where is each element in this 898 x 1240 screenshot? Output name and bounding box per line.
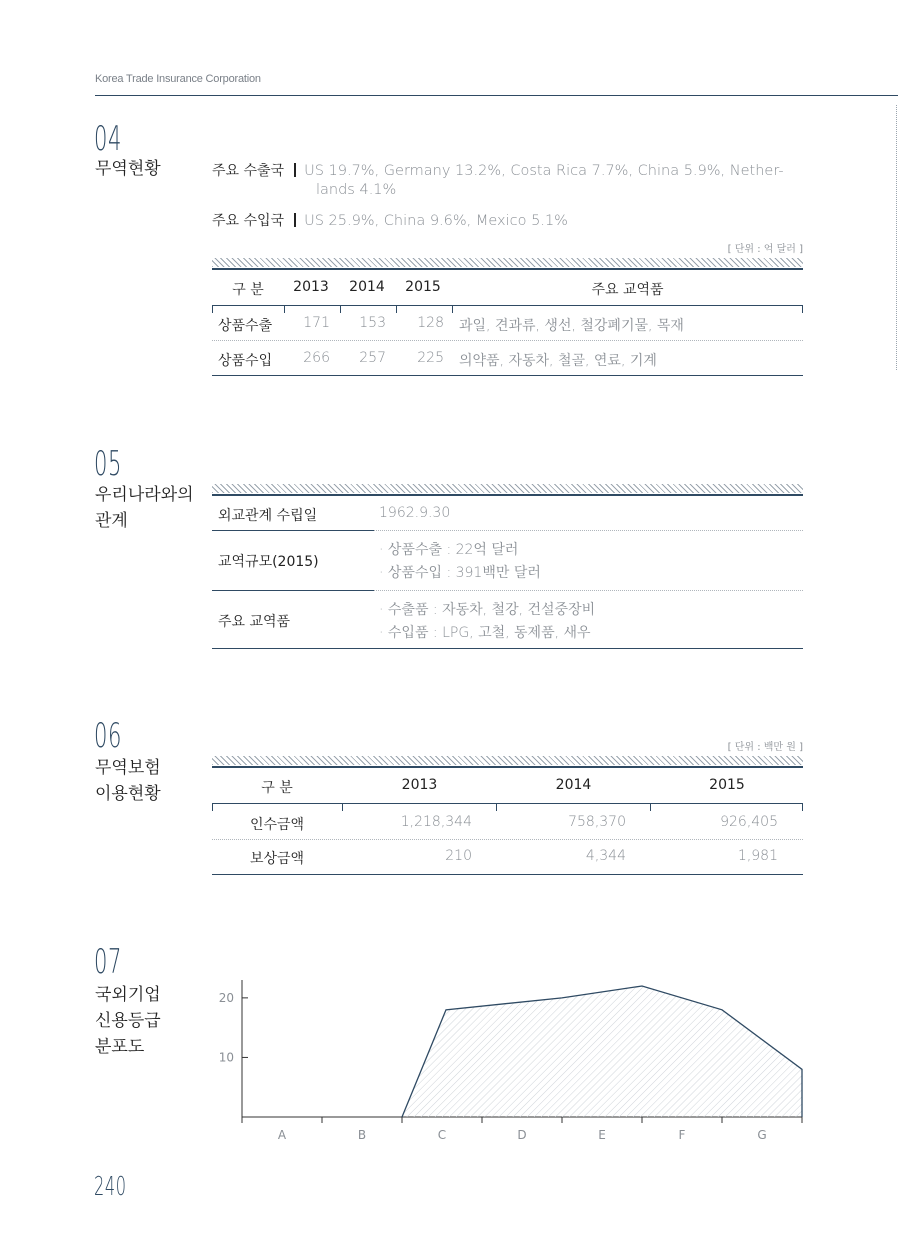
section-07-title-line3: 분포도 [95,1037,145,1057]
export-countries-value: US 19.7%, Germany 13.2%, Costa Rica 7.7%, China 5.9%, Nether- [304,163,784,179]
trade-th-2013: 2013 [293,279,329,295]
col-tick [340,305,341,313]
insurance-row-label: 인수금액 [249,817,305,833]
section-06-title-line1: 무역보험 [95,758,161,778]
section-05-title-line1: 우리나라와의 [95,485,194,505]
row-divider [212,340,803,341]
chart-area-fill [402,986,802,1117]
trade-th-items: 주요 교역품 [591,282,664,298]
header-org: Korea Trade Insurance Corporation [95,73,261,85]
insurance-cell: 758,370 [568,814,626,830]
col-tick [496,803,497,811]
insurance-cell: 210 [445,848,472,864]
s06-unit-label: [ 단위 : 백만 원 ] [727,742,803,753]
col-tick [396,305,397,313]
insurance-header-rule [212,803,803,804]
trade-cell: 171 [303,315,330,331]
section-05-number: 05 [94,444,123,484]
trade-th-2014: 2014 [349,279,385,295]
credit-distribution-chart [200,970,820,1150]
section-05-title-line2: 관계 [95,511,128,531]
insurance-th-2014: 2014 [555,777,592,793]
insurance-th-2013: 2013 [401,777,438,793]
relations-value: · 수입품 : LPG, 고철, 동제품, 새우 [379,625,591,641]
trade-cell-items: 의약품, 자동차, 철골, 연료, 기계 [459,353,657,369]
trade-cell: 225 [417,350,444,366]
insurance-cell: 1,981 [737,848,778,864]
col-tick [802,305,803,313]
trade-bottom-rule [212,375,803,376]
col-tick [650,803,651,811]
row-divider [374,590,803,591]
import-countries-value: US 25.9%, China 9.6%, Mexico 5.1% [304,213,568,229]
trade-th-category: 구 분 [232,282,264,298]
row-divider [374,530,803,531]
chart-x-tick-label: B [357,1128,367,1142]
s04-top-rule [212,268,803,270]
chart-x-tick-label: E [598,1128,606,1142]
side-dotted-rule [896,105,897,370]
import-countries-label: 주요 수입국 [212,213,285,229]
export-countries-row [212,160,784,180]
relations-label: 주요 교역품 [218,614,291,630]
relations-value: · 상품수입 : 391백만 달러 [379,565,541,581]
page-number: 240 [94,1172,127,1202]
insurance-cell: 1,218,344 [400,814,472,830]
section-07-title-line1: 국외기업 [95,985,161,1005]
trade-cell-items: 과일, 견과류, 생선, 철강폐기물, 목재 [459,318,684,334]
separator-bar [294,213,296,227]
relations-value: · 상품수출 : 22억 달러 [379,542,519,558]
section-07-number: 07 [94,942,123,982]
chart-x-tick-label: C [437,1128,447,1142]
chart-x-tick-label: D [517,1128,527,1142]
relations-label: 교역규모(2015) [218,554,319,570]
export-countries-label: 주요 수출국 [212,163,285,179]
row-divider [212,839,803,840]
insurance-th-2015: 2015 [709,777,745,793]
col-tick [342,803,343,811]
trade-header-rule [212,305,803,306]
section-07-title-line2: 신용등급 [95,1011,161,1031]
insurance-th-category: 구 분 [261,780,293,796]
chart-x-tick-label: G [757,1128,767,1142]
relations-bottom-rule [212,648,803,649]
trade-cell: 128 [417,315,444,331]
col-tick [212,305,213,313]
relations-value: · 수출품 : 자동차, 철강, 건설중장비 [379,602,596,618]
col-tick [802,803,803,811]
s04-hatch-band [212,258,803,267]
section-06-title-line2: 이용현황 [95,784,161,804]
insurance-row-label: 보상금액 [249,851,305,867]
chart-y-tick-label: 20 [218,990,234,1005]
chart-x-tick-label: F [678,1128,686,1142]
trade-row-label: 상품수출 [218,318,273,334]
header-rule [95,95,898,96]
relations-label-rule [212,590,374,591]
col-tick [452,305,453,313]
relations-value: 1962.9.30 [379,505,451,521]
s06-hatch-band [212,756,803,765]
section-06-number: 06 [94,716,123,756]
insurance-cell: 4,344 [585,848,626,864]
trade-cell: 257 [359,350,386,366]
trade-row-label: 상품수입 [218,353,273,369]
chart-x-tick-label: A [277,1128,287,1142]
import-countries-row [212,210,568,230]
insurance-cell: 926,405 [720,814,778,830]
col-tick [212,803,213,811]
col-tick [284,305,285,313]
section-04-title: 무역현황 [95,159,161,179]
s04-unit-label: [ 단위 : 억 달러 ] [727,244,803,255]
trade-cell: 153 [359,315,386,331]
relations-label-rule [212,530,374,531]
relations-label: 외교관계 수립일 [218,508,318,524]
chart-y-tick-label: 10 [218,1050,234,1065]
trade-th-2015: 2015 [405,279,441,295]
section-04-number: 04 [94,119,123,159]
export-countries-value-cont: lands 4.1% [316,182,397,198]
s06-top-rule [212,766,803,768]
s05-top-rule [212,494,803,496]
s05-hatch-band [212,484,803,493]
trade-cell: 266 [303,350,330,366]
insurance-bottom-rule [212,874,803,875]
separator-bar [294,163,296,177]
